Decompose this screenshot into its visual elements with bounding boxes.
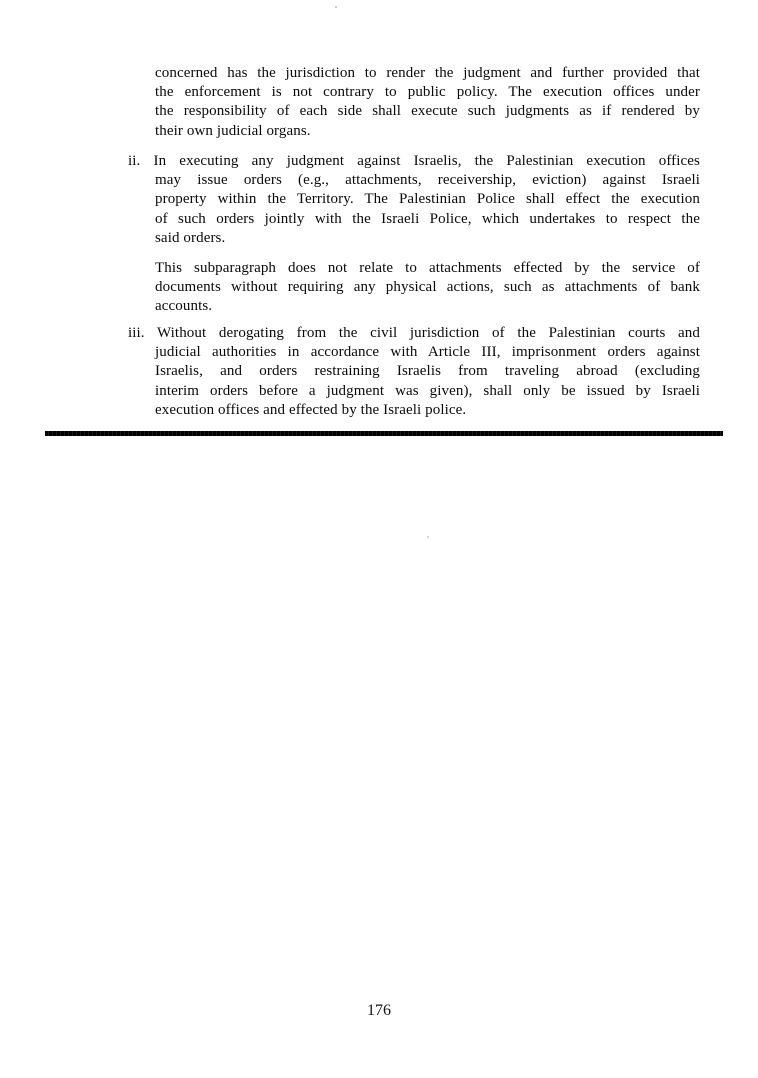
scan-speck (335, 6, 337, 8)
text-line: may issue orders (e.g., attachments, receivership, eviction) against Israeli (155, 172, 700, 189)
text-line: execution offices and effected by the Israeli police. (155, 401, 467, 418)
text-line: their own judicial organs. (155, 122, 311, 139)
text-line: the responsibility of each side shall execute such judgments as if rendered by (155, 103, 700, 120)
text-line: judicial authorities in accordance with Article III, imprisonment orders against (155, 344, 700, 361)
text-line: Israelis, and orders restraining Israelis from traveling abroad (excluding (155, 363, 700, 380)
page-number: 176 (367, 1002, 391, 1019)
scan-speck (427, 536, 429, 538)
text-line: the enforcement is not contrary to public policy. The execution offices under (155, 84, 700, 101)
text-line: iii. Without derogating from the civil jurisdiction of the Palestinian courts and (128, 325, 700, 341)
text-line: interim orders before a judgment was given), shall only be issued by Israeli (155, 382, 700, 399)
paragraph-ii-subparagraph (155, 259, 700, 317)
text-line: said orders. (155, 229, 226, 246)
horizontal-rule (45, 431, 723, 436)
paragraph-iii (128, 324, 700, 420)
paragraph-ii (128, 152, 700, 248)
text-line: accounts. (155, 298, 213, 315)
text-line: This subparagraph does not relate to attachments effected by the service of (155, 260, 700, 276)
paragraph-i-continuation (155, 64, 700, 141)
text-line: property within the Territory. The Palestinian Police shall effect the execution (155, 191, 700, 208)
text-line: ii. In executing any judgment against Israelis, the Palestinian execution offices (128, 153, 700, 169)
text-line: concerned has the jurisdiction to render the judgment and further provided that (155, 65, 700, 81)
text-line: of such orders jointly with the Israeli Police, which undertakes to respect the (155, 210, 700, 227)
text-line: documents without requiring any physical actions, such as attachments of bank (155, 279, 700, 296)
